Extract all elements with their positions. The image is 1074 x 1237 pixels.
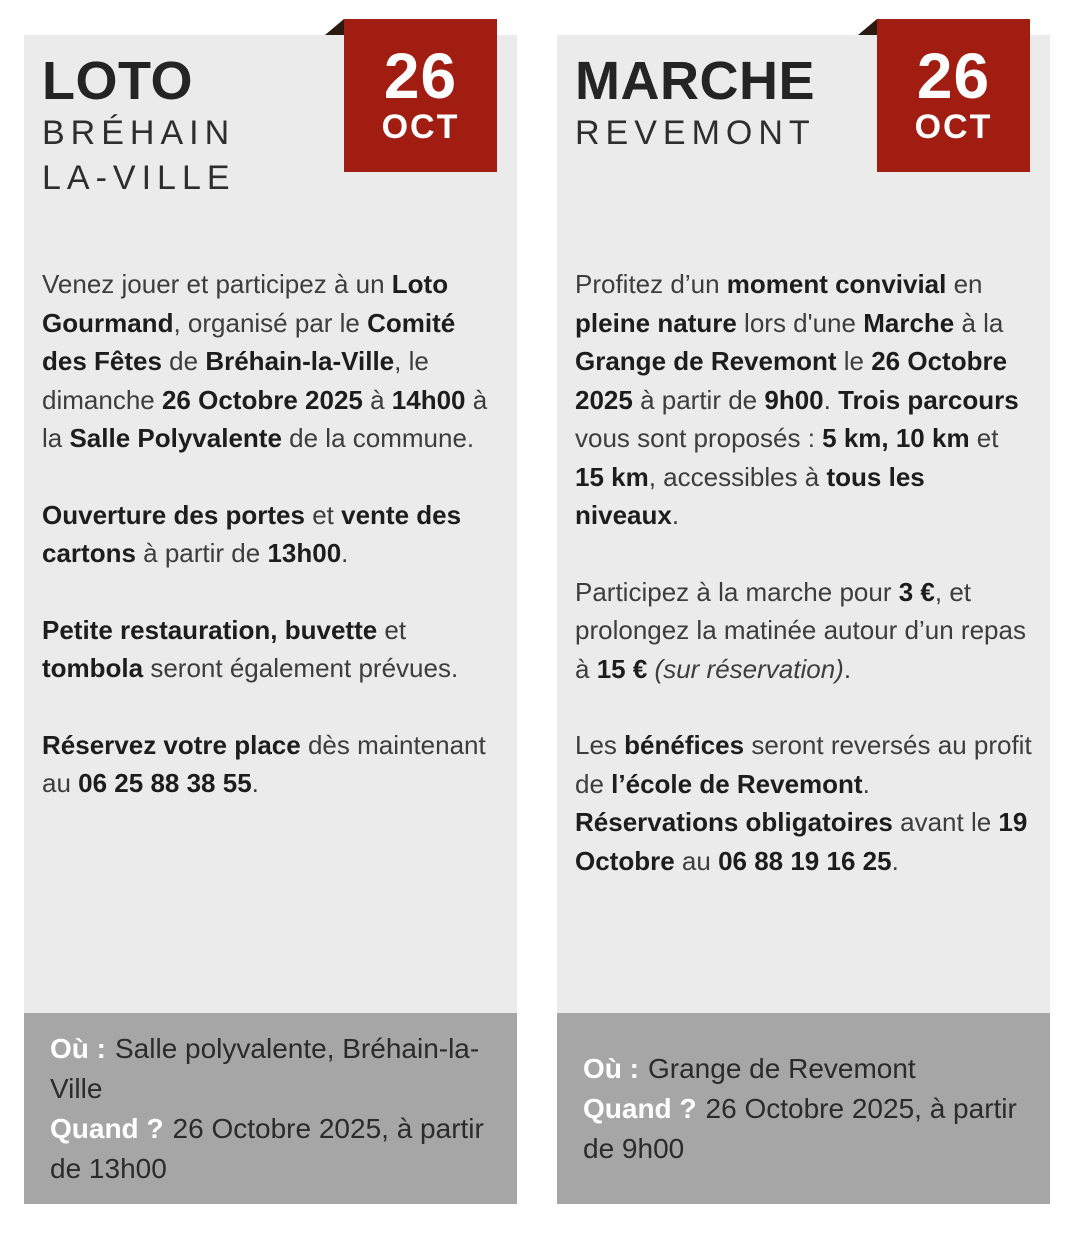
paragraph <box>42 265 499 458</box>
text-run: Profitez d’un <box>575 269 727 299</box>
text-run: tous les niveaux <box>575 461 925 530</box>
text-run: seront reversés au profit de <box>575 730 1032 799</box>
text-run: 06 88 19 16 25 <box>718 845 892 876</box>
text-run: le <box>836 346 872 376</box>
text-run: Loto Gourmand <box>42 269 449 338</box>
text-run: 26 Octobre 2025 <box>161 384 363 415</box>
text-run: moment convivial <box>726 269 947 299</box>
text-run: 26 Octobre 2025 <box>575 346 1008 415</box>
text-run: de la commune. <box>281 423 475 453</box>
event-description <box>42 265 499 841</box>
paragraph <box>575 573 1032 689</box>
text-run: Trois parcours <box>838 384 1019 415</box>
text-run: en <box>946 269 983 299</box>
text-run: , organisé par le <box>173 307 368 338</box>
paragraph <box>42 726 499 803</box>
text-run: Réservez votre place <box>42 729 301 760</box>
when-value: 26 Octobre 2025, à partir de 9h00 <box>583 1092 1017 1164</box>
when-line <box>583 1089 1024 1169</box>
text-run: tombola <box>42 653 144 683</box>
event-card-marche <box>557 35 1050 1204</box>
text-run: 14h00 <box>391 384 466 415</box>
text-run: . <box>843 653 852 684</box>
text-run: Participez à la marche pour <box>575 576 899 607</box>
event-title: LOTO <box>42 51 194 111</box>
text-run: Petite restauration, buvette <box>42 614 378 645</box>
badge-day: 26 <box>383 40 458 112</box>
where-line <box>583 1049 1024 1089</box>
text-run: pleine nature <box>575 307 737 338</box>
text-run: , et prolongez la matinée autour d’un repas à <box>575 576 1026 684</box>
text-run: l’école de Revemont <box>611 768 863 799</box>
where-label: Où : <box>50 1032 106 1064</box>
text-run: 19 Octobre <box>575 807 1028 876</box>
text-run: vente des cartons <box>42 499 462 568</box>
text-run: . <box>823 384 839 415</box>
badge-month: OCT <box>381 108 460 146</box>
event-info-footer <box>557 1013 1050 1204</box>
date-badge <box>344 19 497 172</box>
text-run: 15 € <box>596 653 648 684</box>
text-run: 3 € <box>898 576 935 607</box>
text-run: à partir de <box>135 538 268 568</box>
text-run: , le dimanche <box>42 346 429 415</box>
subtitle-line: BRÉHAIN <box>42 114 236 152</box>
paragraph <box>42 611 499 688</box>
text-run: et <box>969 423 999 453</box>
paragraph <box>575 726 1032 880</box>
text-run: et <box>377 614 407 645</box>
text-run: à la <box>954 307 1004 338</box>
text-run: Comité des Fêtes <box>42 307 456 376</box>
text-run: Ouverture des portes <box>42 499 305 530</box>
text-run <box>647 654 654 684</box>
when-value: 26 Octobre 2025, à partir de 13h00 <box>50 1112 484 1184</box>
badge-month: OCT <box>914 108 993 146</box>
event-info-footer <box>24 1013 517 1204</box>
text-run: Réservations obligatoires <box>575 807 893 837</box>
subtitle-line: REVEMONT <box>575 114 816 152</box>
paragraph <box>575 265 1032 535</box>
where-label: Où : <box>583 1052 639 1084</box>
text-run: . <box>891 845 899 876</box>
when-line <box>50 1109 491 1189</box>
text-run: Les <box>575 730 625 760</box>
text-run: 06 25 88 38 55 <box>78 768 252 798</box>
event-description <box>575 265 1032 918</box>
text-run: avant le <box>892 807 999 837</box>
text-run: Bréhain-la-Ville <box>205 346 395 376</box>
text-run: bénéfices <box>624 730 745 760</box>
text-run: 15 km <box>575 461 649 492</box>
text-run: , accessibles à <box>648 461 827 492</box>
text-run: 13h00 <box>267 538 342 568</box>
text-run: . <box>862 768 870 799</box>
date-badge <box>877 19 1030 172</box>
subtitle-line: LA-VILLE <box>42 159 236 197</box>
when-label: Quand ? <box>583 1092 697 1124</box>
text-run: . <box>251 768 259 798</box>
text-run: 5 km, 10 km <box>822 423 970 453</box>
text-run: et <box>304 499 342 530</box>
text-run: 9h00 <box>764 384 824 415</box>
text-run: . <box>671 500 680 530</box>
text-run: lors d'une <box>736 307 864 338</box>
event-card-loto <box>24 35 517 1204</box>
text-run: Marche <box>863 307 955 338</box>
paragraph <box>42 496 499 573</box>
text-run: dès maintenant au <box>42 729 486 798</box>
text-run: Grange de Revemont <box>575 346 837 376</box>
where-value: Grange de Revemont <box>648 1052 916 1084</box>
text-run: à <box>362 384 392 415</box>
badge-fold-triangle <box>325 19 344 35</box>
text-run: à la <box>42 384 488 453</box>
text-run: Venez jouer et participez à un <box>42 269 392 299</box>
text-run: . <box>341 538 349 568</box>
text-run: à partir de <box>632 384 765 415</box>
badge-fold-triangle <box>858 19 877 35</box>
event-title: MARCHE <box>575 51 815 111</box>
text-run: Salle Polyvalente <box>69 423 282 453</box>
text-run: seront également prévues. <box>143 653 459 683</box>
text-run: vous sont proposés : <box>575 423 823 453</box>
text-run: au <box>674 845 719 876</box>
text-run: (sur réservation) <box>654 653 844 684</box>
text-run: de <box>161 346 206 376</box>
when-label: Quand ? <box>50 1112 164 1144</box>
badge-day: 26 <box>916 40 991 112</box>
where-line <box>50 1029 491 1109</box>
where-value: Salle polyvalente, Bréhain-la-Ville <box>50 1032 480 1104</box>
